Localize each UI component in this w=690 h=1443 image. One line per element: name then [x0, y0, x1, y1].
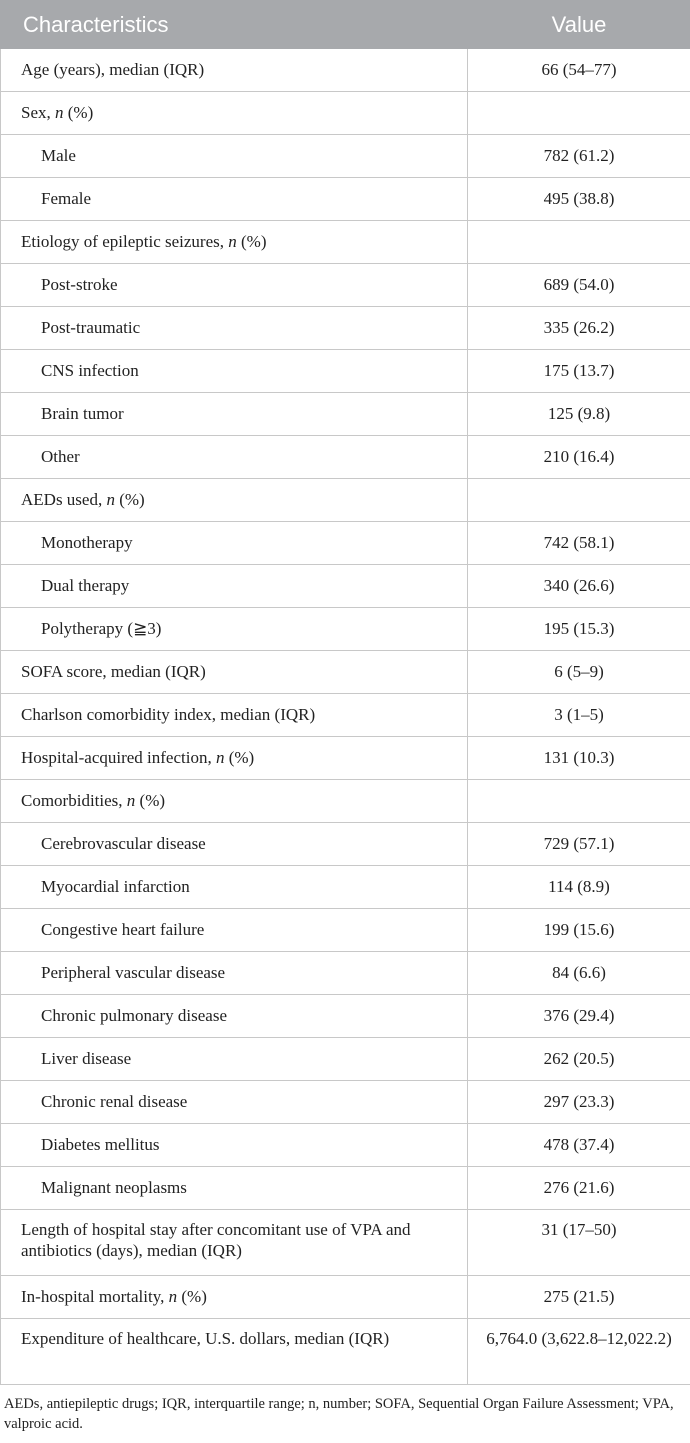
row-value: 6 (5–9) — [468, 651, 690, 694]
row-label: Female — [1, 178, 468, 221]
table-row — [1, 995, 690, 1038]
table-row — [1, 1081, 690, 1124]
row-value: 376 (29.4) — [468, 995, 690, 1038]
row-value: 495 (38.8) — [468, 178, 690, 221]
row-value: 210 (16.4) — [468, 436, 690, 479]
table-row — [1, 178, 690, 221]
row-value: 689 (54.0) — [468, 264, 690, 307]
row-label: CNS infection — [1, 350, 468, 393]
row-label: Age (years), median (IQR) — [1, 49, 468, 92]
table-row — [1, 737, 690, 780]
table-row — [1, 823, 690, 866]
row-value: 782 (61.2) — [468, 135, 690, 178]
table-row — [1, 608, 690, 651]
row-value: 276 (21.6) — [468, 1167, 690, 1210]
table-row — [1, 393, 690, 436]
row-value — [468, 221, 690, 264]
row-label: Other — [1, 436, 468, 479]
row-value: 742 (58.1) — [468, 522, 690, 565]
row-label: Comorbidities, n (%) — [1, 780, 468, 823]
row-value: 195 (15.3) — [468, 608, 690, 651]
row-label: Chronic renal disease — [1, 1081, 468, 1124]
table-row — [1, 479, 690, 522]
row-value — [468, 479, 690, 522]
table-header-row — [1, 1, 690, 49]
table-row — [1, 1124, 690, 1167]
table-row — [1, 1038, 690, 1081]
row-label: Myocardial infarction — [1, 866, 468, 909]
table-row — [1, 952, 690, 995]
table-row — [1, 694, 690, 737]
table-row — [1, 1210, 690, 1276]
table-row — [1, 1319, 690, 1385]
row-value: 6,764.0 (3,622.8–12,022.2) — [468, 1319, 690, 1385]
row-value: 340 (26.6) — [468, 565, 690, 608]
row-label: Liver disease — [1, 1038, 468, 1081]
header-value: Value — [468, 1, 690, 49]
row-value — [468, 92, 690, 135]
table-row — [1, 1276, 690, 1319]
row-label: In-hospital mortality, n (%) — [1, 1276, 468, 1319]
table-row — [1, 522, 690, 565]
row-value — [468, 780, 690, 823]
table-row — [1, 565, 690, 608]
row-label: Polytherapy (≧3) — [1, 608, 468, 651]
table-row — [1, 1167, 690, 1210]
row-label: Hospital-acquired infection, n (%) — [1, 737, 468, 780]
table-row — [1, 651, 690, 694]
row-value: 335 (26.2) — [468, 307, 690, 350]
table-footnote: AEDs, antiepileptic drugs; IQR, interquartile range; n, number; SOFA, Sequential Organ Failure Assessment; VPA, valproic acid. — [4, 1396, 674, 1432]
table-row — [1, 909, 690, 952]
row-label: Malignant neoplasms — [1, 1167, 468, 1210]
table-row — [1, 350, 690, 393]
row-value: 262 (20.5) — [468, 1038, 690, 1081]
table-row — [1, 780, 690, 823]
row-label: SOFA score, median (IQR) — [1, 651, 468, 694]
table-row — [1, 264, 690, 307]
row-label: Peripheral vascular disease — [1, 952, 468, 995]
row-label: Etiology of epileptic seizures, n (%) — [1, 221, 468, 264]
row-label: Post-stroke — [1, 264, 468, 307]
row-label: Post-traumatic — [1, 307, 468, 350]
row-label: Monotherapy — [1, 522, 468, 565]
row-label: Sex, n (%) — [1, 92, 468, 135]
row-value: 125 (9.8) — [468, 393, 690, 436]
row-label: Dual therapy — [1, 565, 468, 608]
table-row — [1, 436, 690, 479]
row-label: Male — [1, 135, 468, 178]
table-row — [1, 221, 690, 264]
row-label: Congestive heart failure — [1, 909, 468, 952]
row-value: 297 (23.3) — [468, 1081, 690, 1124]
row-label: AEDs used, n (%) — [1, 479, 468, 522]
row-value: 66 (54–77) — [468, 49, 690, 92]
row-label: Charlson comorbidity index, median (IQR) — [1, 694, 468, 737]
row-label: Expenditure of healthcare, U.S. dollars, median (IQR) — [1, 1319, 468, 1385]
row-value: 3 (1–5) — [468, 694, 690, 737]
row-value: 478 (37.4) — [468, 1124, 690, 1167]
row-value: 729 (57.1) — [468, 823, 690, 866]
row-value: 199 (15.6) — [468, 909, 690, 952]
row-value: 275 (21.5) — [468, 1276, 690, 1319]
row-value: 131 (10.3) — [468, 737, 690, 780]
row-value: 84 (6.6) — [468, 952, 690, 995]
row-label: Diabetes mellitus — [1, 1124, 468, 1167]
row-value: 31 (17–50) — [468, 1210, 690, 1276]
header-characteristics: Characteristics — [1, 1, 468, 49]
row-label: Chronic pulmonary disease — [1, 995, 468, 1038]
table-row — [1, 866, 690, 909]
row-label: Brain tumor — [1, 393, 468, 436]
table-row — [1, 307, 690, 350]
table-row — [1, 92, 690, 135]
row-label: Cerebrovascular disease — [1, 823, 468, 866]
row-value: 114 (8.9) — [468, 866, 690, 909]
table-row — [1, 135, 690, 178]
row-value: 175 (13.7) — [468, 350, 690, 393]
row-label: Length of hospital stay after concomitant use of VPA and antibiotics (days), median (IQR) — [1, 1210, 468, 1276]
table-row — [1, 49, 690, 92]
